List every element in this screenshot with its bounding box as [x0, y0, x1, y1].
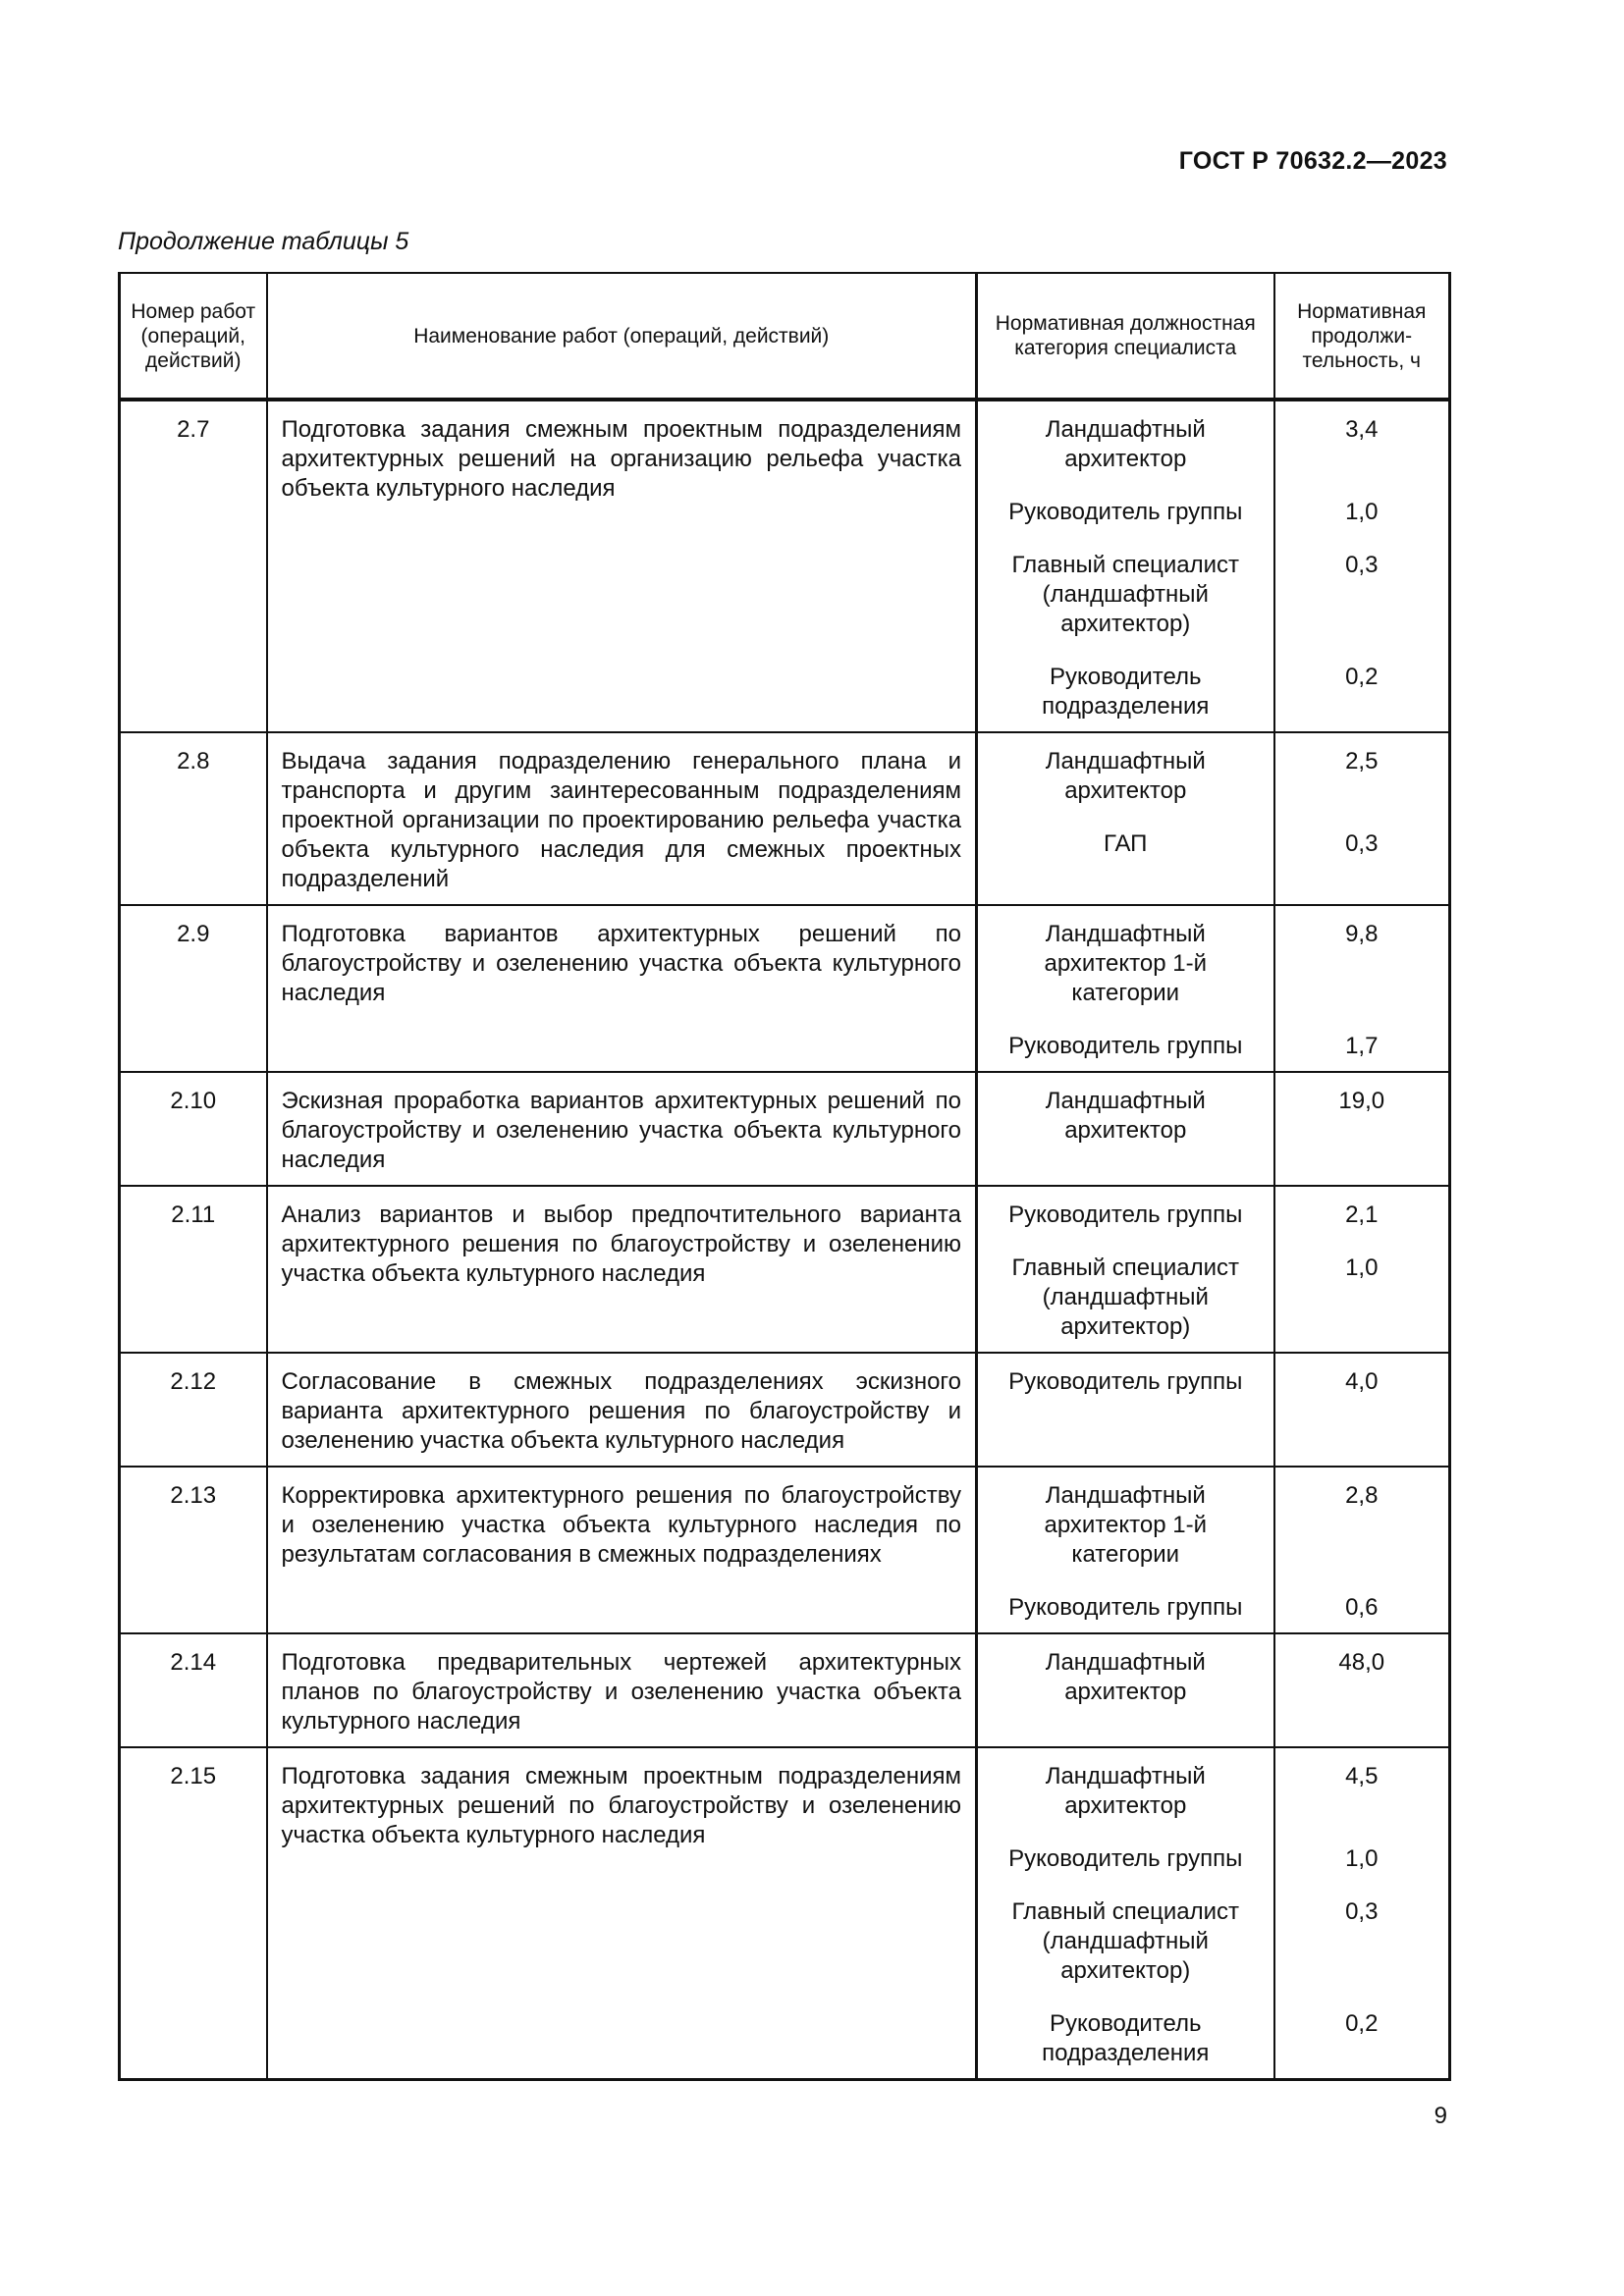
duration-hours: 4,5: [1345, 1763, 1379, 1789]
duration-cell: [1274, 1072, 1450, 1186]
work-number: 2.13: [120, 1467, 267, 1633]
specialist-category: Руководитель группы: [1008, 499, 1243, 525]
work-number: 2.15: [120, 1747, 267, 2080]
duration-hours: 2,1: [1345, 1201, 1379, 1228]
specialist-category-cell: [977, 1633, 1274, 1747]
header-category: Нормативная должностная категория специалиста: [977, 273, 1274, 400]
specialist-category: Ландшафтный архитектор: [1045, 416, 1206, 472]
specialist-category: Главный специалист (ландшафтный архитектор): [1011, 1255, 1240, 1340]
work-number: 2.11: [120, 1186, 267, 1353]
duration-cell: [1274, 732, 1450, 905]
specialist-category: Руководитель группы: [1008, 1201, 1243, 1228]
work-name: Согласование в смежных подразделениях эскизного варианта архитектурного решения по благоустройству и озеленению участка объекта культурного наследия: [267, 1353, 977, 1467]
specialist-category-cell: [977, 905, 1274, 1072]
table-row: [120, 905, 1450, 1072]
table-row: [120, 732, 1450, 905]
specialist-category-cell: [977, 1353, 1274, 1467]
work-number: 2.10: [120, 1072, 267, 1186]
specialist-category: Руководитель группы: [1008, 1033, 1243, 1059]
norms-table: [118, 272, 1451, 2081]
duration-cell: [1274, 400, 1450, 732]
document-code: ГОСТ Р 70632.2—2023: [1178, 147, 1447, 175]
header-duration: Нормативная продолжи-тельность, ч: [1274, 273, 1450, 400]
duration-hours: 0,2: [1345, 664, 1379, 690]
duration-hours: 0,6: [1345, 1594, 1379, 1621]
work-number: 2.7: [120, 400, 267, 732]
specialist-category: Руководитель подразделения: [1042, 664, 1210, 720]
table-row: [120, 400, 1450, 732]
specialist-category-cell: [977, 1186, 1274, 1353]
duration-hours: 0,3: [1345, 552, 1379, 578]
specialist-category-cell: [977, 1467, 1274, 1633]
duration-cell: [1274, 1467, 1450, 1633]
table-row: [120, 1186, 1450, 1353]
table-row: [120, 1633, 1450, 1747]
header-number: Номер работ (операций, действий): [120, 273, 267, 400]
table-body: [120, 400, 1450, 2080]
specialist-category: Ландшафтный архитектор: [1045, 1763, 1206, 1819]
specialist-category-cell: [977, 1072, 1274, 1186]
duration-hours: 2,8: [1345, 1482, 1379, 1509]
work-name: Выдача задания подразделению генерального плана и транспорта и другим заинтересованным подразделениям проектной организации по проектированию рельефа участка объекта культурного наследия для смежных проектных подразделений: [267, 732, 977, 905]
specialist-category: Руководитель группы: [1008, 1594, 1243, 1621]
work-number: 2.12: [120, 1353, 267, 1467]
specialist-category-cell: [977, 1747, 1274, 2080]
page-number: 9: [1434, 2103, 1447, 2129]
work-number: 2.14: [120, 1633, 267, 1747]
work-name: Корректировка архитектурного решения по благоустройству и озеленению участка объекта культурного наследия по результатам согласования в смежных подразделениях: [267, 1467, 977, 1633]
work-name: Подготовка вариантов архитектурных решений по благоустройству и озеленению участка объекта культурного наследия: [267, 905, 977, 1072]
work-name: Анализ вариантов и выбор предпочтительного варианта архитектурного решения по благоустройству и озеленению участка объекта культурного наследия: [267, 1186, 977, 1353]
specialist-category-cell: [977, 732, 1274, 905]
work-name: Подготовка задания смежным проектным подразделениям архитектурных решений по благоустройству и озеленению участка объекта культурного наследия: [267, 1747, 977, 2080]
specialist-category: Руководитель группы: [1008, 1845, 1243, 1872]
duration-hours: 1,0: [1345, 1845, 1379, 1872]
specialist-category: Руководитель подразделения: [1042, 2010, 1210, 2066]
table-continuation-caption: Продолжение таблицы 5: [118, 228, 409, 255]
table-row: [120, 1072, 1450, 1186]
specialist-category: Руководитель группы: [1008, 1368, 1243, 1395]
table-row: [120, 1353, 1450, 1467]
duration-cell: [1274, 1747, 1450, 2080]
table-header-row: [120, 273, 1450, 400]
header-name: Наименование работ (операций, действий): [267, 273, 977, 400]
duration-hours: 19,0: [1338, 1088, 1385, 1114]
table-row: [120, 1747, 1450, 2080]
duration-hours: 1,0: [1345, 1255, 1379, 1281]
duration-cell: [1274, 1353, 1450, 1467]
specialist-category: Ландшафтный архитектор: [1045, 748, 1206, 804]
duration-hours: 4,0: [1345, 1368, 1379, 1395]
specialist-category: ГАП: [1104, 830, 1148, 857]
duration-hours: 1,7: [1345, 1033, 1379, 1059]
specialist-category: Главный специалист (ландшафтный архитектор): [1011, 552, 1240, 637]
work-name: Подготовка задания смежным проектным подразделениям архитектурных решений на организацию рельефа участка объекта культурного наследия: [267, 400, 977, 732]
duration-hours: 0,3: [1345, 1898, 1379, 1925]
duration-hours: 0,3: [1345, 830, 1379, 857]
specialist-category: Ландшафтный архитектор: [1045, 1088, 1206, 1144]
specialist-category-cell: [977, 400, 1274, 732]
specialist-category: Ландшафтный архитектор 1-й категории: [1044, 921, 1207, 1006]
duration-hours: 0,2: [1345, 2010, 1379, 2037]
work-name: Эскизная проработка вариантов архитектурных решений по благоустройству и озеленению участка объекта культурного наследия: [267, 1072, 977, 1186]
work-number: 2.9: [120, 905, 267, 1072]
work-name: Подготовка предварительных чертежей архитектурных планов по благоустройству и озеленению участка объекта культурного наследия: [267, 1633, 977, 1747]
specialist-category: Ландшафтный архитектор 1-й категории: [1044, 1482, 1207, 1568]
duration-hours: 3,4: [1345, 416, 1379, 443]
duration-hours: 2,5: [1345, 748, 1379, 774]
table-row: [120, 1467, 1450, 1633]
specialist-category: Главный специалист (ландшафтный архитектор): [1011, 1898, 1240, 1984]
duration-cell: [1274, 905, 1450, 1072]
duration-cell: [1274, 1633, 1450, 1747]
duration-hours: 9,8: [1345, 921, 1379, 947]
duration-hours: 48,0: [1338, 1649, 1385, 1676]
work-number: 2.8: [120, 732, 267, 905]
duration-cell: [1274, 1186, 1450, 1353]
duration-hours: 1,0: [1345, 499, 1379, 525]
specialist-category: Ландшафтный архитектор: [1045, 1649, 1206, 1705]
